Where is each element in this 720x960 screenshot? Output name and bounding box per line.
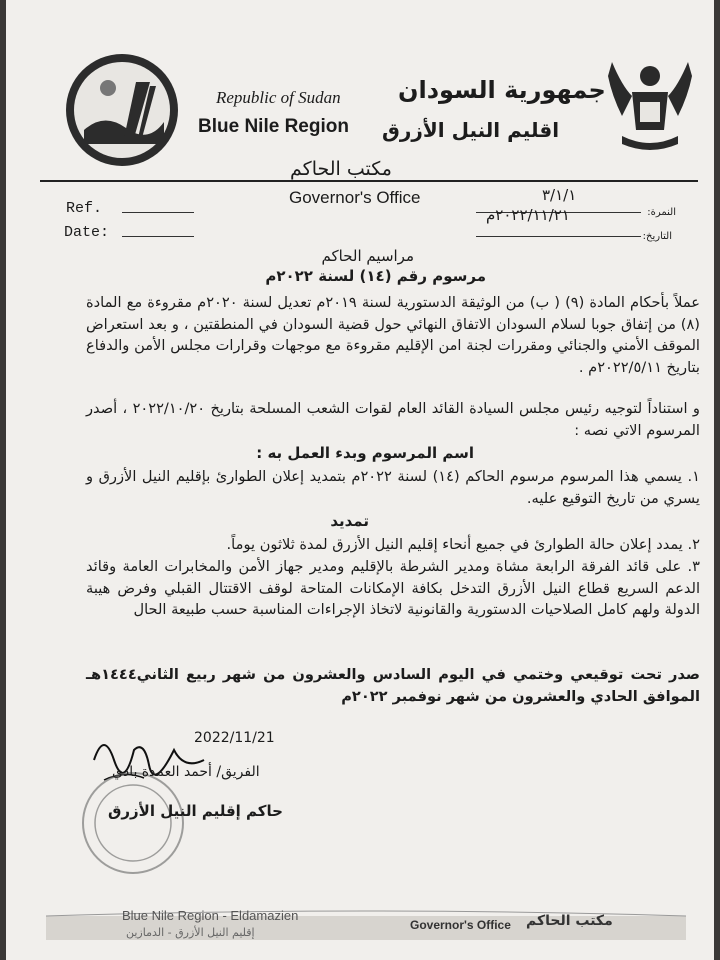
- decree-item-2: ٢. يمدد إعلان حالة الطوارئ في جميع أنحاء إقليم النيل الأزرق لمدة ثلاثون يوماً.: [226, 536, 700, 553]
- decree-item-3: ٣. على قائد الفرقة الرابعة مشاة ومدير الشرطة بالإقليم ومدير جهاز الأمن والمخابرات العامة وقائد الدعم السريع قطاع النيل الأزرق التدخل بكافة الإمكانات المتاحة لوقف الاقتتال القبلي وفرض هيبة الدولة ولهم كامل الصلاحيات الدستورية والقانونية لاتخاذ الإجراءات المناسبة حسب طبيعة الحال: [86, 558, 700, 618]
- section-extension: تمديد: [330, 512, 369, 530]
- date-label: Date:: [64, 224, 110, 241]
- decree-heading: مراسيم الحاكم: [321, 247, 414, 265]
- blue-nile-region-ar: اقليم النيل الأزرق: [382, 118, 560, 142]
- official-stamp: [78, 768, 188, 878]
- decree-preamble: عملاً بأحكام المادة (٩) ( ب) من الوثيقة الدستورية لسنة ٢٠١٩م تعديل لسنة ٢٠٢٠م مقروءة مع المادة (٨) من إتفاق جوبا لسلام السودان الاتفاق النهائي حول قضية السودان في المنطقتين ، و بعد استعراض الموقف الأمني والجنائي ومقررات لجنة امن الإقليم مقروءة مع موجهات وقرارات مجلس الأمن والدفاع بتاريخ ٢٠٢٢/٥/١١م .: [86, 294, 700, 376]
- footer-region-en: Blue Nile Region - Eldamazien: [122, 908, 299, 923]
- footer-office-ar: مكتب الحاكم: [526, 913, 613, 929]
- date-ar-line: [476, 236, 641, 237]
- decree-reference: و استناداً لتوجيه رئيس مجلس السيادة القائد العام لقوات الشعب المسلحة بتاريخ ٢٠٢٢/١٠/٢٠ ، أصدر المرسوم الاتي نصه :: [86, 400, 700, 439]
- header-divider: [40, 180, 698, 182]
- decree-item-1: ١. يسمي هذا المرسوم مرسوم الحاكم (١٤) لسنة ٢٠٢٢م بتمديد إعلان الطوارئ بإقليم النيل الأزرق و يسري من تاريخ التوقيع عليه.: [86, 468, 700, 507]
- document-page: [6, 0, 714, 960]
- signatory-title: حاكم إقليم النيل الأزرق: [108, 802, 283, 820]
- number-label: النمرة:: [647, 207, 676, 218]
- date-label-ar: التاريخ:: [642, 231, 672, 242]
- ref-line: [122, 212, 194, 213]
- blue-nile-region-en: Blue Nile Region: [198, 116, 349, 137]
- signature-date: 2022/11/21: [194, 730, 275, 746]
- number-value: ٣/١/١: [542, 186, 577, 204]
- governor-office-ar: مكتب الحاكم: [290, 158, 392, 180]
- decree-closing: صدر تحت توقيعي وختمي في اليوم السادس والعشرون من شهر ربيع الثاني١٤٤٤هـ الموافق الحادي والعشرون من شهر نوفمبر ٢٠٢٢م: [86, 666, 700, 705]
- sudan-emblem-secretary-bird: [602, 56, 698, 156]
- footer-office-en: Governor's Office: [410, 918, 511, 932]
- governor-office-en: Governor's Office: [289, 188, 421, 207]
- signatory-name: الفريق/ أحمد العمدة بادي: [112, 764, 260, 780]
- section-title: اسم المرسوم وبدء العمل به :: [256, 444, 474, 462]
- footer-region-ar: إقليم النيل الأزرق - الدمازين: [126, 926, 255, 939]
- republic-of-sudan-en: Republic of Sudan: [216, 88, 341, 107]
- blue-nile-region-logo: [64, 52, 180, 168]
- republic-of-sudan-ar: جمهورية السودان: [398, 76, 606, 104]
- date-value: ٢٠٢٢/١١/٢١م: [486, 206, 570, 224]
- date-line: [122, 236, 194, 237]
- ref-label: Ref.: [66, 200, 103, 217]
- decree-number: مرسوم رقم (١٤) لسنة ٢٠٢٢م: [265, 267, 486, 285]
